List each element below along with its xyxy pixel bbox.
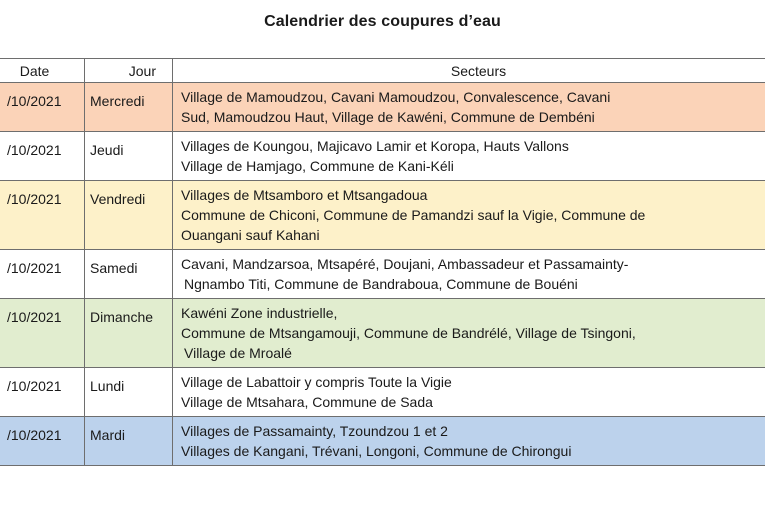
- water-cut-schedule-table: [0, 58, 765, 466]
- cell-day: Dimanche: [85, 299, 173, 368]
- sector-line: Cavani, Mandzarsoa, Mtsapéré, Doujani, Ambassadeur et Passamainty-: [181, 256, 629, 272]
- table-row: [0, 181, 765, 250]
- sector-line: Villages de Mtsamboro et Mtsangadoua: [181, 187, 428, 203]
- cell-sectors: [173, 368, 765, 417]
- sector-line: Village de Mroalé: [184, 345, 292, 361]
- sector-line: Villages de Koungou, Majicavo Lamir et Koropa, Hauts Vallons: [181, 138, 569, 154]
- sector-line: Villages de Kangani, Trévani, Longoni, Commune de Chirongui: [181, 443, 572, 459]
- table-row: [0, 132, 765, 181]
- sector-line: Sud, Mamoudzou Haut, Village de Kawéni, Commune de Dembéni: [181, 109, 595, 125]
- cell-date: /10/2021: [0, 368, 85, 417]
- cell-day: Mercredi: [85, 83, 173, 132]
- sector-line: Village de Labattoir y compris Toute la Vigie: [181, 374, 452, 390]
- table-row: [0, 83, 765, 132]
- cell-day: Samedi: [85, 250, 173, 299]
- cell-date: /10/2021: [0, 250, 85, 299]
- cell-sectors: [173, 83, 765, 132]
- column-header-date: Date: [0, 59, 85, 83]
- sector-line: Kawéni Zone industrielle,: [181, 305, 338, 321]
- cell-date: /10/2021: [0, 132, 85, 181]
- cell-day: Lundi: [85, 368, 173, 417]
- table-body: [0, 83, 765, 466]
- cell-day: Jeudi: [85, 132, 173, 181]
- sector-line: Village de Mtsahara, Commune de Sada: [181, 394, 433, 410]
- cell-date: /10/2021: [0, 181, 85, 250]
- table-row: [0, 368, 765, 417]
- cell-sectors: [173, 132, 765, 181]
- sector-line: Ouangani sauf Kahani: [181, 227, 320, 243]
- cell-sectors: [173, 250, 765, 299]
- sector-line: Ngnambo Titi, Commune de Bandraboua, Commune de Bouéni: [184, 276, 578, 292]
- page-title: Calendrier des coupures d’eau: [264, 13, 501, 30]
- sector-line: Commune de Chiconi, Commune de Pamandzi sauf la Vigie, Commune de: [181, 207, 646, 223]
- cell-day: Vendredi: [85, 181, 173, 250]
- cell-sectors: [173, 299, 765, 368]
- column-header-sectors: Secteurs: [173, 59, 765, 83]
- table-header-row: [0, 59, 765, 83]
- sector-line: Village de Mamoudzou, Cavani Mamoudzou, Convalescence, Cavani: [181, 89, 611, 105]
- cell-date: /10/2021: [0, 83, 85, 132]
- sector-line: Village de Hamjago, Commune de Kani-Kéli: [181, 158, 454, 174]
- sector-line: Villages de Passamainty, Tzoundzou 1 et 2: [181, 423, 448, 439]
- cell-date: /10/2021: [0, 299, 85, 368]
- table-row: [0, 250, 765, 299]
- table-row: [0, 299, 765, 368]
- cell-sectors: [173, 181, 765, 250]
- cell-sectors: [173, 417, 765, 466]
- cell-day: Mardi: [85, 417, 173, 466]
- sector-line: Commune de Mtsangamouji, Commune de Bandrélé, Village de Tsingoni,: [181, 325, 636, 341]
- column-header-day: Jour: [85, 59, 173, 83]
- cell-date: /10/2021: [0, 417, 85, 466]
- table-row: [0, 417, 765, 466]
